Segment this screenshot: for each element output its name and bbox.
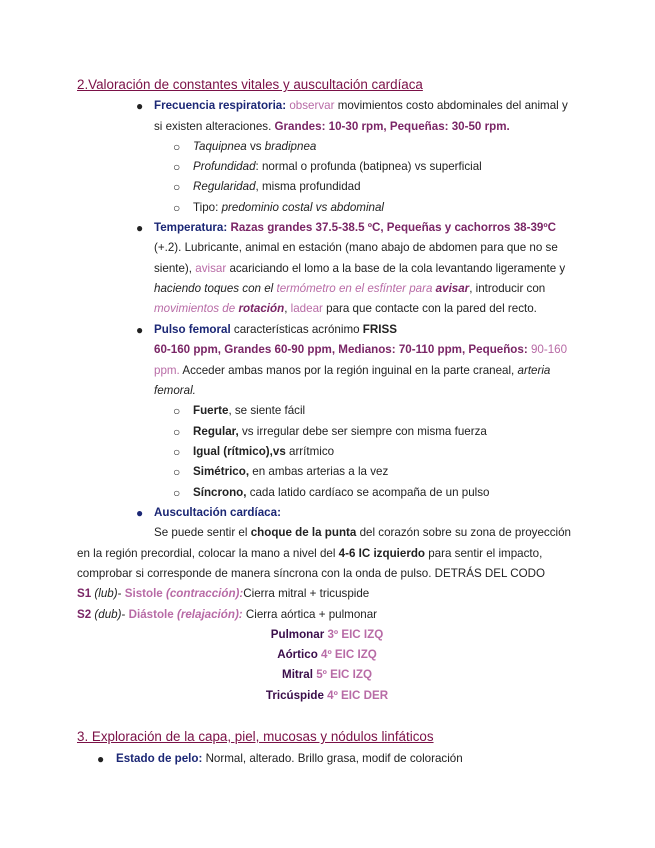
pulso-sub-rest: vs irregular debe ser siempre con misma fuerza	[238, 425, 487, 438]
hollow-bullet-icon: ○	[173, 445, 181, 459]
ausc-line-3: comprobar si corresponde de manera síncrona con la onda de pulso. DETRÁS DEL CODO	[77, 567, 546, 580]
ausc-l2b: 4-6 IC izquierdo	[338, 547, 425, 560]
fr-sub-rest: bradipnea	[264, 140, 317, 153]
pulso-sub-rest: cada latido cardíaco se acompaña de un pulso	[246, 486, 490, 499]
temp-l4c: avisar	[435, 282, 470, 295]
fr-text-2: si existen alteraciones.	[154, 120, 272, 133]
pelo-line	[116, 752, 463, 766]
ausc-l1b: choque de la punta	[250, 526, 357, 539]
ausc-l1c: del corazón sobre su zona de proyección	[359, 526, 571, 539]
s1-rest: Cierra mitral + tricuspide	[243, 587, 370, 600]
fr-values: Grandes: 10-30 rpm, Pequeñas: 30-50 rpm.	[274, 120, 510, 133]
ausc-label: Auscultación cardíaca:	[154, 506, 281, 519]
temp-l3c: acariciando el lomo a la base de la cola levantando ligeramente y	[229, 262, 566, 275]
hollow-bullet-icon: ○	[173, 180, 181, 194]
fr-sub-3	[193, 180, 361, 194]
hollow-bullet-icon: ○	[173, 425, 181, 439]
fr-sub-2	[193, 160, 482, 174]
s1-name: Sistole	[124, 587, 163, 600]
focus-tricuspide	[77, 689, 577, 703]
temp-l3b: avisar	[195, 262, 227, 275]
fr-sub-4	[193, 201, 384, 215]
pulso-sub-rest: , se siente fácil	[228, 404, 306, 417]
pulso-line-4: femoral.	[154, 384, 196, 397]
temp-values: Razas grandes 37.5-38.5 ºC, Pequeñas y cachorros 38-39ºC	[230, 221, 556, 234]
hollow-bullet-icon: ○	[173, 140, 181, 154]
temp-l5c: ,	[284, 302, 288, 315]
focus-name: Mitral	[282, 668, 313, 681]
temp-l4a: haciendo toques con el	[154, 282, 274, 295]
fr-text-1: movimientos costo abdominales del animal y	[337, 99, 568, 112]
temp-l5a: movimientos de	[154, 302, 236, 315]
s2-name: Diástole	[128, 608, 174, 621]
hollow-bullet-icon: ○	[173, 201, 181, 215]
s1-paren: (contracción):	[165, 587, 244, 600]
temp-label: Temperatura:	[154, 221, 228, 234]
s2-sub: (dub)	[94, 608, 122, 621]
focus-location: 5º EIC IZQ	[316, 668, 372, 681]
pulso-l3a: ppm.	[154, 364, 180, 377]
pulso-sub-term: Regular,	[193, 425, 239, 438]
fr-sub-mid: :	[255, 160, 262, 173]
temp-l5b: rotación	[238, 302, 285, 315]
s2-dash: -	[121, 608, 126, 621]
pulso-sub-2	[193, 425, 487, 439]
fr-line-1	[154, 99, 568, 113]
pulso-sub-5	[193, 486, 489, 500]
focus-aortico	[77, 648, 577, 662]
hollow-bullet-icon: ○	[173, 160, 181, 174]
temp-line-1	[154, 221, 556, 235]
bullet-icon: ●	[136, 323, 144, 337]
fr-sub-term: Tipo:	[193, 201, 222, 214]
fr-sub-rest: normal o profunda (batipnea) vs superficial	[261, 160, 482, 173]
pulso-label: Pulso femoral	[154, 323, 231, 336]
s2-paren: (relajación):	[176, 608, 243, 621]
pulso-sub-term: Fuerte	[193, 404, 229, 417]
pelo-text: Normal, alterado. Brillo grasa, modif de coloración	[205, 752, 463, 765]
focus-name: Aórtico	[277, 648, 318, 661]
temp-l3a: siente),	[154, 262, 193, 275]
fr-sub-term: Regularidad	[193, 180, 256, 193]
temp-line-3	[154, 262, 565, 276]
focus-mitral	[77, 668, 577, 682]
fr-sub-rest: misma profundidad	[261, 180, 361, 193]
temp-l4d: , introducir con	[469, 282, 546, 295]
s1-code: S1	[77, 587, 92, 600]
temp-l5d: ladear	[290, 302, 323, 315]
ausc-l1a: Se puede sentir el	[154, 526, 248, 539]
pulso-line-2	[154, 343, 567, 357]
fr-sub-1	[193, 140, 316, 154]
pulso-sub-1	[193, 404, 305, 418]
pulso-line-1	[154, 323, 397, 337]
hollow-bullet-icon: ○	[173, 404, 181, 418]
s2-rest: Cierra aórtica + pulmonar	[245, 608, 378, 621]
fr-sub-term: Profundidad	[193, 160, 256, 173]
focus-pulmonar	[77, 628, 577, 642]
s1-dash: -	[117, 587, 122, 600]
pulso-sub-term: Igual (rítmico),vs	[193, 445, 286, 458]
pulso-sub-term: Simétrico,	[193, 465, 250, 478]
fr-sub-term: Taquipnea	[193, 140, 247, 153]
temp-line-4	[154, 282, 545, 296]
bullet-icon: ●	[136, 221, 144, 235]
pulso-friss: FRISS	[362, 323, 397, 336]
pulso-sub-4	[193, 465, 388, 479]
pulso-l3c: arteria	[517, 364, 551, 377]
s2-code: S2	[77, 608, 92, 621]
pulso-text-1: características acrónimo	[233, 323, 360, 336]
temp-l4b: termómetro en el esfínter para	[276, 282, 433, 295]
fr-label: Frecuencia respiratoria:	[154, 99, 287, 112]
fr-sub-mid: vs	[246, 140, 265, 153]
fr-sub-mid: ,	[255, 180, 262, 193]
focus-location: 3º EIC IZQ	[327, 628, 384, 641]
bullet-icon: ●	[136, 506, 144, 520]
section-2-heading: 2.Valoración de constantes vitales y auscultación cardíaca	[77, 77, 423, 92]
focus-name: Tricúspide	[265, 689, 324, 702]
temp-l5e: para que contacte con la pared del recto.	[326, 302, 537, 315]
s1-sub: (lub)	[94, 587, 118, 600]
focus-location: 4º EIC DER	[327, 689, 389, 702]
focus-name: Pulmonar	[270, 628, 325, 641]
temp-line-5	[154, 302, 537, 316]
hollow-bullet-icon: ○	[173, 486, 181, 500]
pulso-sub-rest: en ambas arterias a la vez	[249, 465, 389, 478]
section-3-heading: 3. Exploración de la capa, piel, mucosas y nódulos linfáticos	[77, 729, 434, 744]
fr-line-2	[154, 120, 510, 134]
bullet-icon: ●	[136, 99, 144, 113]
pulso-sub-rest: arrítmico	[285, 445, 335, 458]
bullet-icon: ●	[97, 752, 105, 766]
s2-line	[77, 608, 377, 622]
ausc-l2a: en la región precordial, colocar la mano a nivel del	[77, 547, 336, 560]
temp-line-2: (+.2). Lubricante, animal en estación (mano abajo de abdomen para que no se	[154, 241, 558, 254]
ausc-line-2	[77, 547, 542, 561]
pulso-values: 60-160 ppm, Grandes 60-90 ppm, Medianos: 70-110 ppm, Pequeños:	[154, 343, 528, 356]
pulso-sub-3	[193, 445, 334, 459]
pulso-line-3	[154, 364, 550, 378]
fr-sub-mid: predominio costal	[221, 201, 313, 214]
pulso-sub-term: Síncrono,	[193, 486, 247, 499]
pulso-l3b: Acceder ambas manos por la región inguinal en la parte craneal,	[182, 364, 515, 377]
ausc-l2c: para sentir el impacto,	[428, 547, 543, 560]
fr-observar: observar	[289, 99, 335, 112]
s1-line	[77, 587, 369, 601]
ausc-line-1	[154, 526, 571, 540]
pulso-values-2: 90-160	[530, 343, 568, 356]
focus-location: 4º EIC IZQ	[321, 648, 377, 661]
fr-sub-rest: vs abdominal	[312, 201, 384, 214]
hollow-bullet-icon: ○	[173, 465, 181, 479]
pelo-label: Estado de pelo:	[116, 752, 203, 765]
